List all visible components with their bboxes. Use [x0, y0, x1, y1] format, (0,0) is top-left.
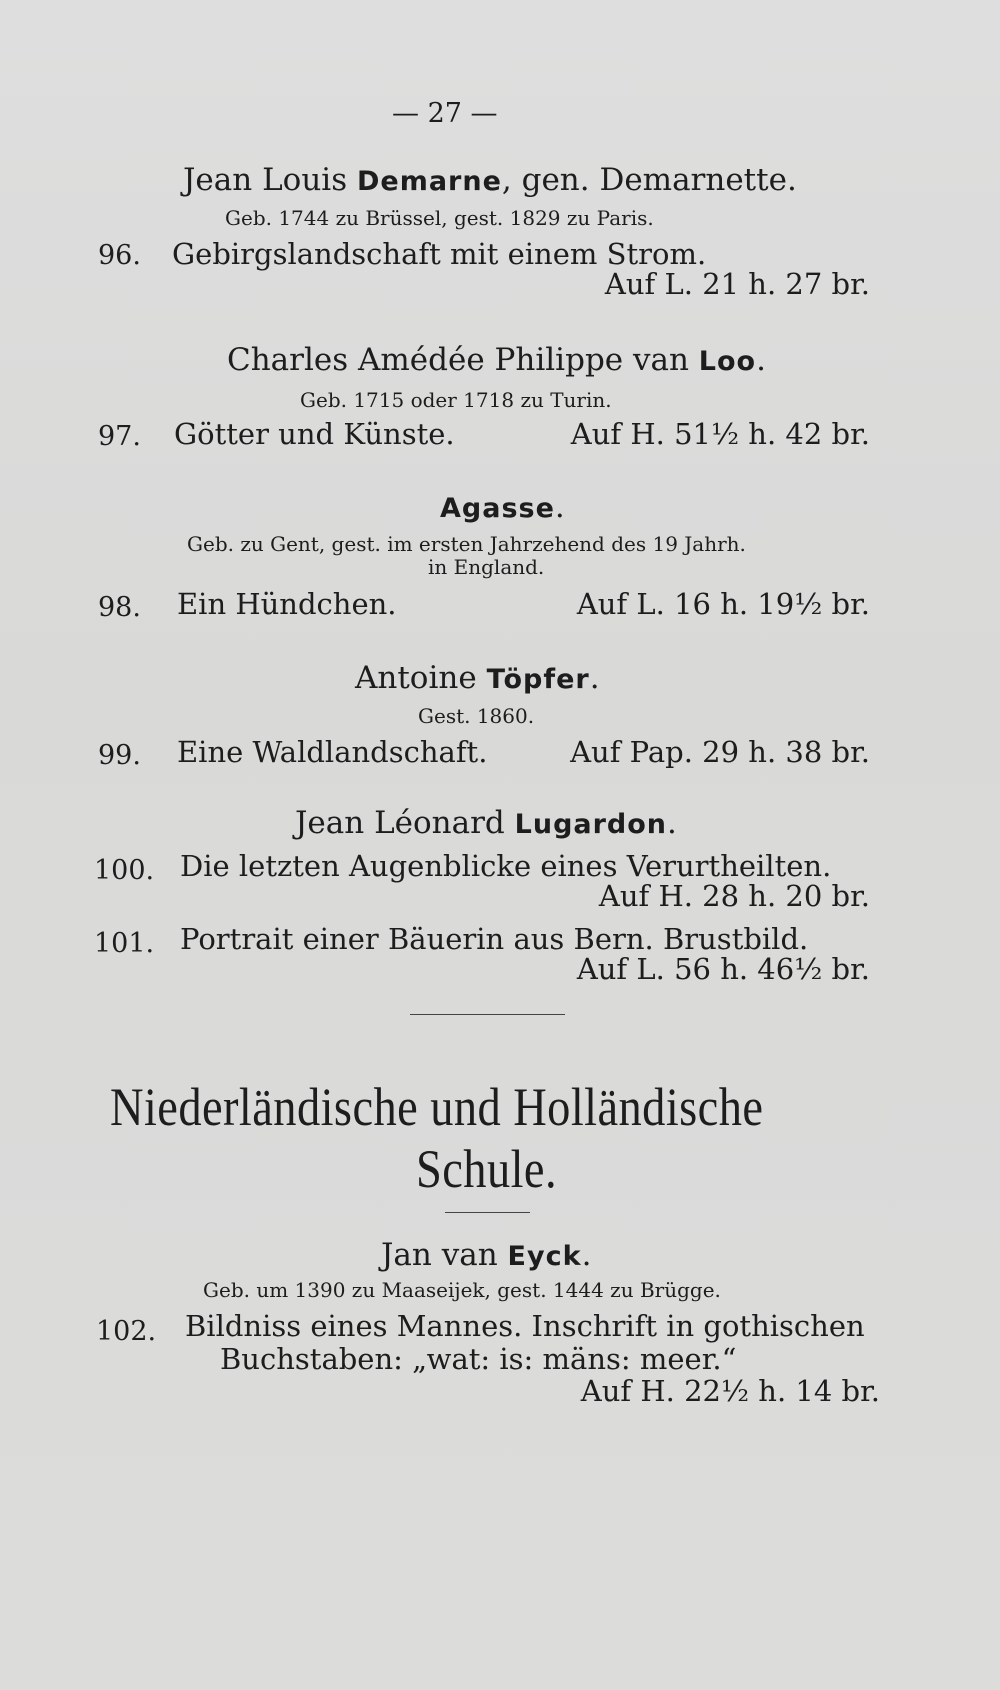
artist-name: Demarne — [356, 166, 502, 197]
artist-bio: Geb. um 1390 zu Maaseijek, gest. 1444 zu Brügge. — [203, 1278, 721, 1302]
artist-heading — [381, 1237, 592, 1273]
item-measure: Auf H. 28 h. 20 br. — [598, 879, 870, 913]
item-number: 98. — [98, 592, 141, 623]
item-number: 100. — [94, 855, 155, 886]
artist-bio: Geb. 1744 zu Brüssel, gest. 1829 zu Paris. — [225, 206, 654, 230]
artist-suffix: . — [581, 1237, 592, 1273]
artist-bio: Geb. zu Gent, gest. im ersten Jahrzehend des 19 Jahrh. — [187, 532, 746, 556]
artist-prefix: Jean Louis — [183, 162, 357, 198]
item-number: 96. — [98, 240, 141, 271]
artist-name: Eyck — [507, 1241, 582, 1272]
artist-suffix: . — [554, 489, 565, 525]
item-title: Eine Waldlandschaft. — [177, 735, 488, 769]
artist-name: Töpfer — [486, 664, 590, 695]
item-title: Ein Hündchen. — [177, 587, 397, 621]
artist-heading — [183, 162, 797, 198]
artist-prefix: Jean Léonard — [295, 805, 515, 841]
item-measure: Auf H. 22½ h. 14 br. — [580, 1374, 880, 1408]
artist-suffix: . — [756, 342, 766, 378]
item-measure: Auf L. 16 h. 19½ br. — [576, 587, 870, 621]
item-title: Buchstaben: „wat: is: mäns: meer.“ — [220, 1342, 737, 1376]
artist-prefix: Jan van — [381, 1237, 508, 1273]
artist-name: Lugardon — [514, 809, 668, 840]
item-number: 101. — [94, 928, 155, 959]
artist-name: Agasse — [440, 493, 555, 524]
page-number: — 27 — — [392, 98, 498, 129]
artist-bio: Gest. 1860. — [418, 704, 535, 728]
item-measure: Auf H. 51½ h. 42 br. — [570, 417, 870, 451]
item-measure: Auf L. 21 h. 27 br. — [604, 267, 870, 301]
artist-prefix: Charles Amédée Philippe van — [227, 342, 699, 378]
item-number: 97. — [98, 421, 141, 452]
item-title: Die letzten Augenblicke eines Verurtheilten. — [180, 849, 832, 883]
section-title: Schule. — [416, 1139, 558, 1199]
item-title: Bildniss eines Mannes. Inschrift in gothischen — [185, 1309, 865, 1343]
artist-heading — [295, 805, 677, 841]
artist-heading — [227, 342, 766, 378]
item-title: Portrait einer Bäuerin aus Bern. Brustbild. — [180, 922, 809, 956]
artist-suffix: . — [667, 805, 677, 841]
item-measure: Auf Pap. 29 h. 38 br. — [570, 735, 870, 769]
artist-bio: in England. — [428, 555, 545, 579]
artist-suffix: . — [589, 660, 600, 696]
item-number: 99. — [98, 740, 141, 771]
artist-name: Loo — [698, 346, 757, 377]
divider — [445, 1212, 530, 1213]
artist-heading — [355, 660, 600, 696]
artist-bio: Geb. 1715 oder 1718 zu Turin. — [300, 388, 612, 412]
artist-heading — [440, 489, 565, 525]
artist-prefix: Antoine — [355, 660, 487, 696]
artist-suffix: , gen. Demarnette. — [501, 162, 797, 198]
divider — [410, 1014, 565, 1015]
item-title: Gebirgslandschaft mit einem Strom. — [172, 237, 707, 271]
item-number: 102. — [96, 1316, 157, 1347]
section-title: Niederländische und Holländische — [110, 1077, 764, 1137]
item-measure: Auf L. 56 h. 46½ br. — [576, 952, 870, 986]
item-title: Götter und Künste. — [174, 417, 455, 451]
